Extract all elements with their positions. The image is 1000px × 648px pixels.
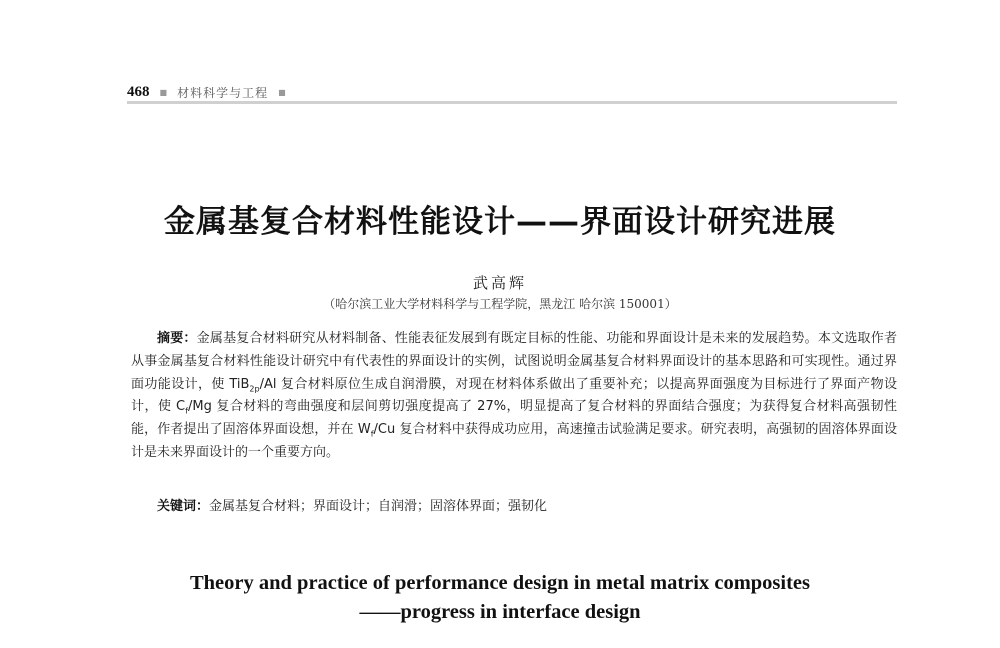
separator-square-end: ■: [278, 87, 286, 97]
abstract-text-1: 金属基复合材料研究从材料制备、性能表征发展到有既定目标的性能、功能和界面设计是未来的发展趋势。本文选取作者从事金属基复合材料性能设计研究中有代表性的界面设计的实例，试图说明金属基复合材料界面设计的基本思路和可实现性。通过界面功能设计，使 TiB: [131, 331, 897, 392]
english-title-line-2: ——progress in interface design: [359, 601, 641, 623]
author-affiliation: （哈尔滨工业大学材料科学与工程学院，黑龙江 哈尔滨 150001）: [323, 297, 677, 311]
abstract-subscript-2: f: [185, 406, 188, 416]
abstract-text-4: /Cu 复合材料中获得成功应用，高速撞击试验满足要求。研究表明，高强韧的固溶体界面设计是未来界面设计的一个重要方向。: [131, 422, 897, 460]
page-number: 468: [127, 83, 150, 100]
abstract-text-2: /Al 复合材料原位生成自润滑膜，对现在材料体系做出了重要补充；以提高界面强度为目标进行了界面产物设计，使 C: [131, 376, 897, 415]
header-rule: [127, 101, 897, 104]
keywords: [157, 495, 897, 514]
abstract: [131, 328, 897, 465]
english-title-line-1: Theory and practice of performance design in metal matrix composites: [189, 572, 810, 594]
journal-name: 材料科学与工程: [177, 85, 269, 100]
abstract-label: 摘要：: [157, 331, 197, 346]
abstract-text-3: /Mg 复合材料的弯曲强度和层间剪切强度提高了 27%，明显提高了复合材料的界面结合强度；为获得复合材料高强韧性能，作者提出了固溶体界面设想，并在 W: [131, 399, 897, 438]
chinese-title: 金属基复合材料性能设计——界面设计研究进展: [164, 204, 836, 240]
keywords-text: 金属基复合材料；界面设计；自润滑；固溶体界面；强韧化: [209, 499, 548, 514]
keywords-label: 关键词：: [157, 499, 210, 514]
abstract-subscript-3: f: [370, 429, 374, 439]
separator-square: ■: [159, 87, 168, 97]
abstract-subscript-1: 2p: [249, 384, 260, 394]
author-name: 武高辉: [472, 274, 527, 292]
english-title: [100, 569, 900, 627]
